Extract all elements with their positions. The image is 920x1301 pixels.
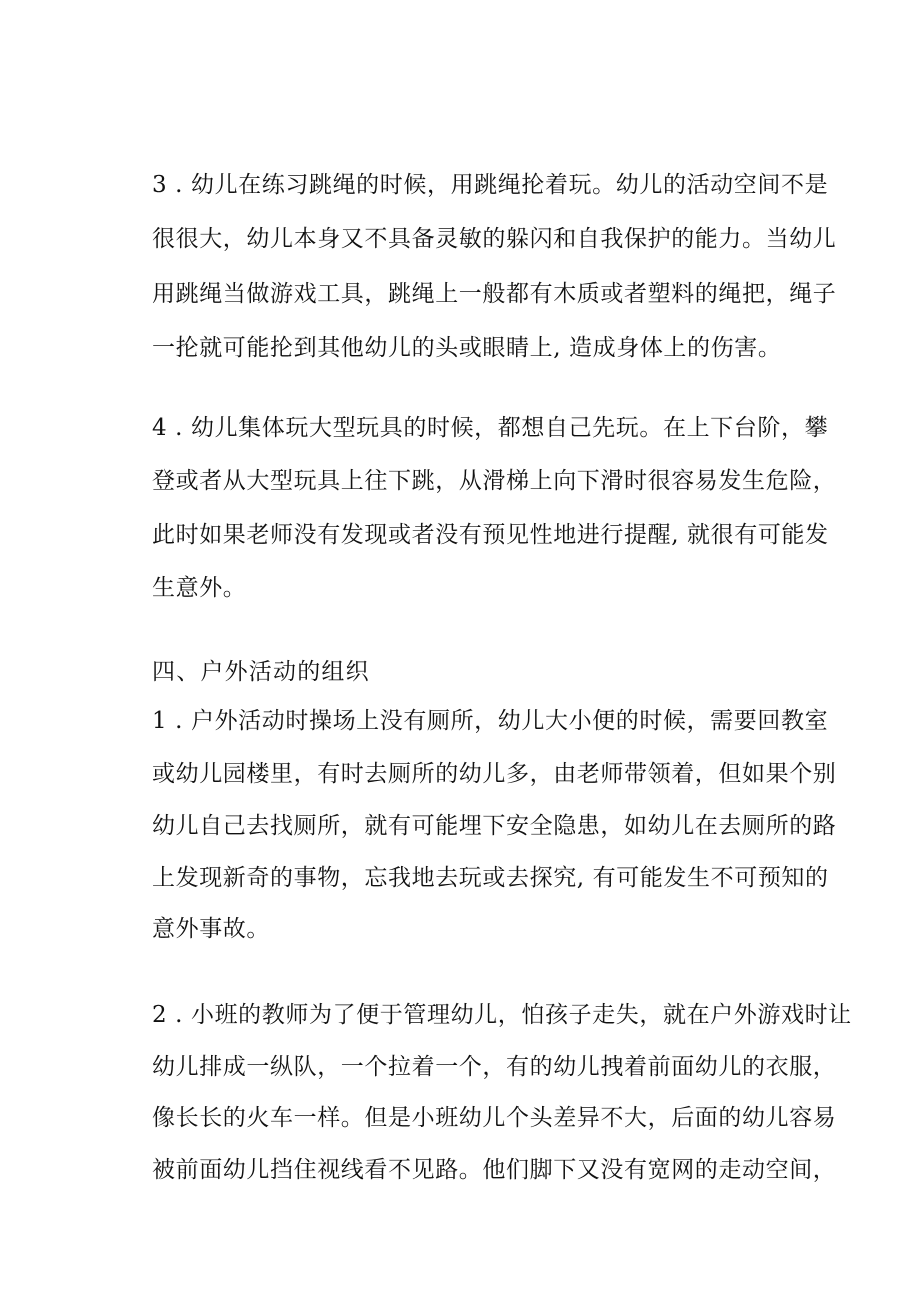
para3-line-3: 用跳绳当做游戏工具，跳绳上一般都有木质或者塑料的绳把，绳子 bbox=[152, 281, 837, 307]
section-para1-line-5: 意外事故。 bbox=[152, 916, 270, 942]
section-para2-line-3: 像长长的火车一样。但是小班幼儿个头差异不大，后面的幼儿容易 bbox=[152, 1105, 837, 1131]
para4-line-1: 4 . 幼儿集体玩大型玩具的时候，都想自己先玩。在上下台阶，攀 bbox=[152, 415, 829, 441]
section-para2-line-2: 幼儿排成一纵队，一个拉着一个，有的幼儿拽着前面幼儿的衣服， bbox=[152, 1054, 837, 1080]
section-para1-line-1: 1 . 户外活动时操场上没有厕所，幼儿大小便的时候，需要回教室 bbox=[152, 708, 829, 734]
para4-line-2: 登或者从大型玩具上往下跳，从滑梯上向下滑时很容易发生危险， bbox=[152, 468, 837, 494]
para3-line-1: 3 . 幼儿在练习跳绳的时候，用跳绳抡着玩。幼儿的活动空间不是 bbox=[152, 172, 829, 198]
section-para2-line-4: 被前面幼儿挡住视线看不见路。他们脚下又没有宽网的走动空间， bbox=[152, 1157, 837, 1183]
para4-line-3: 此时如果老师没有发现或者没有预见性地进行提醒, 就很有可能发 bbox=[152, 522, 829, 548]
section-para2-line-1: 2 . 小班的教师为了便于管理幼儿，怕孩子走失，就在户外游戏时让 bbox=[152, 1002, 852, 1028]
section-para1-line-4: 上发现新奇的事物，忘我地去玩或去探究, 有可能发生不可预知的 bbox=[152, 865, 829, 891]
para3-line-2: 很很大，幼儿本身又不具备灵敏的躲闪和自我保护的能力。当幼儿 bbox=[152, 226, 837, 252]
para3-line-4: 一抡就可能抡到其他幼儿的头或眼睛上, 造成身体上的伤害。 bbox=[152, 335, 782, 361]
section-para1-line-3: 幼儿自己去找厕所，就有可能埋下安全隐患，如幼儿在去厕所的路 bbox=[152, 813, 837, 839]
para4-line-4: 生意外。 bbox=[152, 575, 247, 601]
section-heading: 四、户外活动的组织 bbox=[152, 659, 370, 685]
section-para1-line-2: 或幼儿园楼里，有时去厕所的幼儿多，由老师带领着，但如果个别 bbox=[152, 761, 837, 787]
